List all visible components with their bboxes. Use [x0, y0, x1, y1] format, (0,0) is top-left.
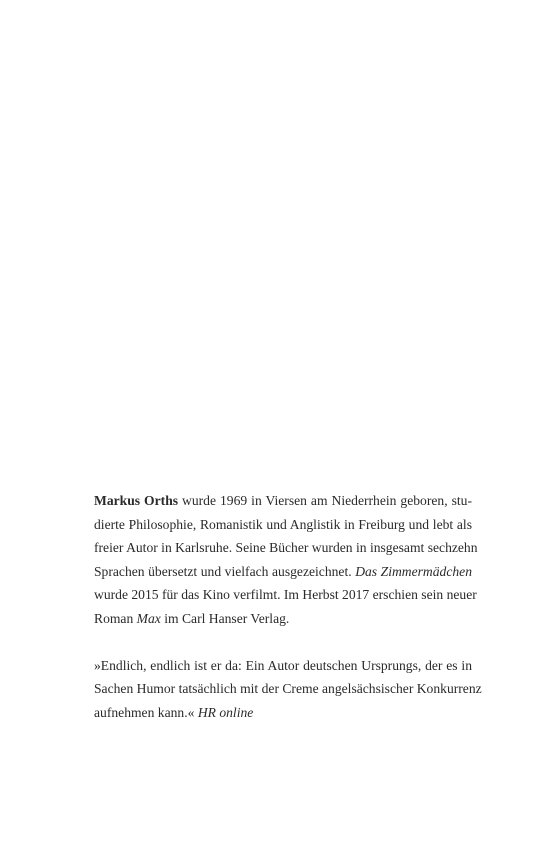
bio-line	[94, 536, 478, 560]
quote-text: Sachen Humor tatsächlich mit der Creme angelsächsischer Konkurrenz	[94, 681, 482, 697]
book-title: Das Zimmermädchen	[355, 563, 473, 579]
bio-line	[94, 489, 472, 513]
quote-line	[94, 677, 482, 701]
quote-source: HR online	[197, 704, 254, 720]
bio-text: wurde 2015 für das Kino verfilmt. Im Herbst 2017 erschien sein neuer	[94, 587, 477, 603]
bio-line	[94, 607, 472, 631]
bio-text: wurde 1969 in Viersen am Niederrhein geboren, stu-	[178, 493, 472, 508]
author-bio	[94, 489, 478, 631]
bio-text: im Carl Hanser Verlag.	[160, 610, 290, 626]
quote-line	[94, 654, 472, 678]
author-name: Markus Orths	[94, 493, 179, 508]
quote-text: aufnehmen kann.«	[94, 704, 198, 720]
bio-line	[94, 513, 472, 537]
bio-line	[94, 560, 472, 584]
bio-line	[94, 583, 477, 607]
bio-text: dierte Philosophie, Romanistik und Anglistik in Freiburg und lebt als	[94, 516, 472, 532]
quote-text: »Endlich, endlich ist er da: Ein Autor deutschen Ursprungs, der es in	[94, 657, 472, 673]
bio-text: freier Autor in Karlsruhe. Seine Bücher wurden in insgesamt sechzehn	[94, 540, 478, 556]
text-block	[94, 489, 482, 724]
press-quote	[94, 654, 482, 725]
bio-text: Roman	[94, 610, 137, 626]
bio-text: Sprachen übersetzt und vielfach ausgezeichnet.	[94, 563, 356, 579]
quote-line	[94, 701, 472, 725]
book-title: Max	[136, 610, 161, 626]
